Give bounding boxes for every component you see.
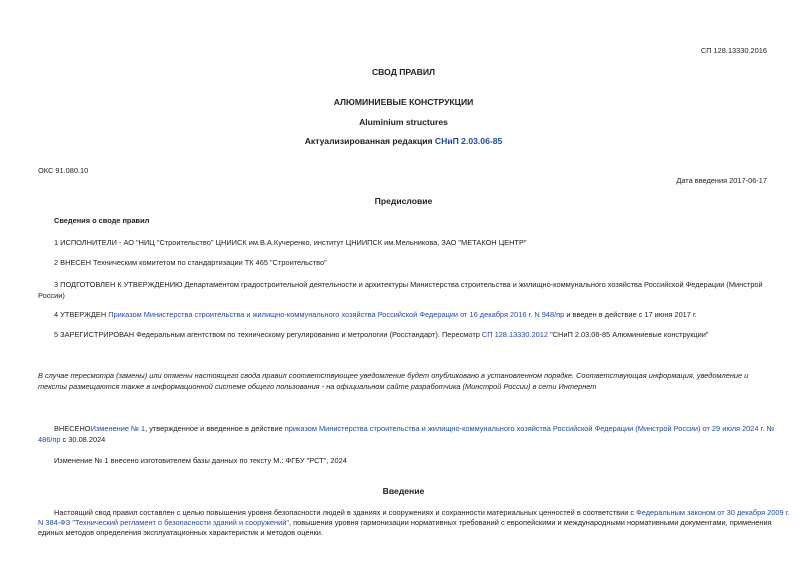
item-5 <box>54 330 769 340</box>
item-3-line-2: России) <box>38 291 65 300</box>
tech-regulation-link[interactable]: N 384-ФЗ "Технический регламент о безопасности зданий и сооружений" <box>38 518 289 527</box>
item-1: 1 ИСПОЛНИТЕЛИ - АО "НИЦ "Строительство" ЦНИИСК им.В.А.Кучеренко, институт ЦНИИПСК им.Мельникова, ЗАО "МЕТАКОН ЦЕНТР" <box>54 238 527 247</box>
notice-line-1: В случае пересмотра (замены) или отмены настоящего свода правил соответствующее уведомление будет опубликовано в установленном порядке. Соответствующая информация, уведомление и <box>38 371 749 380</box>
intro-text-1: Настоящий свод правил составлен с целью повышения уровня безопасности людей в зданиях и сооружениях и сохранности материальных ценностей в соответствии с <box>54 508 637 517</box>
actual-edition-prefix: Актуализированная редакция <box>304 136 435 146</box>
snip-link[interactable]: СНиП 2.03.06-85 <box>434 136 503 146</box>
order-948-link[interactable]: Приказом Министерства строительства и жилищно-коммунального хозяйства Российской Федерации от 16 декабря 2016 г. N 948/пр <box>108 310 565 319</box>
introduction-heading: Введение <box>382 486 425 496</box>
item-3-line-1: 3 ПОДГОТОВЛЕН К УТВЕРЖДЕНИЮ Департаментом градостроительной деятельности и архитектуры Министерства строительства и жилищно-коммунального хозяйства Российской Федерации (Минстрой <box>54 280 763 289</box>
foreword-heading: Предисловие <box>374 196 433 206</box>
item-4-prefix: 4 УТВЕРЖДЕН <box>54 310 109 319</box>
order-2024-link[interactable]: приказом Министерства строительства и жилищно-коммунального хозяйства Российской Федерации (Минстрой России) от 29 июля 2024 г. № <box>284 424 775 433</box>
amendment-1-link[interactable]: Изменение № 1 <box>90 424 146 433</box>
intro-line-3: единых методов определения эксплуатационных характеристик и методов оценки. <box>38 528 323 537</box>
document-title: АЛЮМИНИЕВЫЕ КОНСТРУКЦИИ <box>333 97 474 107</box>
document-title-en: Aluminium structures <box>359 117 448 127</box>
order-486-link[interactable]: 486/пр <box>38 435 61 444</box>
federal-law-link[interactable]: Федеральным законом от 30 декабря 2009 г. <box>636 508 790 517</box>
amendment-note: Изменение № 1 внесено изготовителем базы данных по тексту М.: ФГБУ "РСТ", 2024 <box>54 456 347 465</box>
intro-date: Дата введения 2017-06-17 <box>676 176 767 185</box>
svod-heading: СВОД ПРАВИЛ <box>371 67 436 77</box>
oks-code: ОКС 91.080.10 <box>38 166 89 175</box>
sp-2012-link[interactable]: СП 128.13330.2012 <box>481 330 549 339</box>
amendment-suffix: с 30.08.2024 <box>60 435 106 444</box>
intro-line-1 <box>54 508 790 518</box>
document-code: СП 128.13330.2016 <box>700 46 767 55</box>
amendment-mid: , утвержденное и введенное в действие <box>145 424 285 433</box>
notice-line-2: тексты размещаются также в информационной системе общего пользования - на официальном сайте разработчика (Минстрой России) в сети Интернет <box>38 382 597 391</box>
amendment-line-2 <box>38 435 769 445</box>
info-heading: Сведения о своде правил <box>54 216 150 225</box>
actual-edition <box>0 136 807 146</box>
amendment-line-1 <box>54 424 775 434</box>
item-5-prefix: 5 ЗАРЕГИСТРИРОВАН Федеральным агентством по техническому регулированию и метрологии (Росстандарт). Пересмотр <box>54 330 482 339</box>
amendment-prefix: ВНЕСЕНО <box>54 424 91 433</box>
item-5-suffix: "СНиП 2.03.06-85 Алюминиевые конструкции" <box>548 330 709 339</box>
intro-text-2: , повышения уровня гармонизации нормативных требований с европейскими и международными нормативными документами, применения <box>288 518 772 527</box>
item-4 <box>54 310 769 320</box>
intro-line-2 <box>38 518 772 528</box>
item-4-suffix: и введен в действие с 17 июня 2017 г. <box>564 310 697 319</box>
item-2: 2 ВНЕСЕН Техническим комитетом по стандартизации ТК 465 "Строительство" <box>54 258 327 267</box>
